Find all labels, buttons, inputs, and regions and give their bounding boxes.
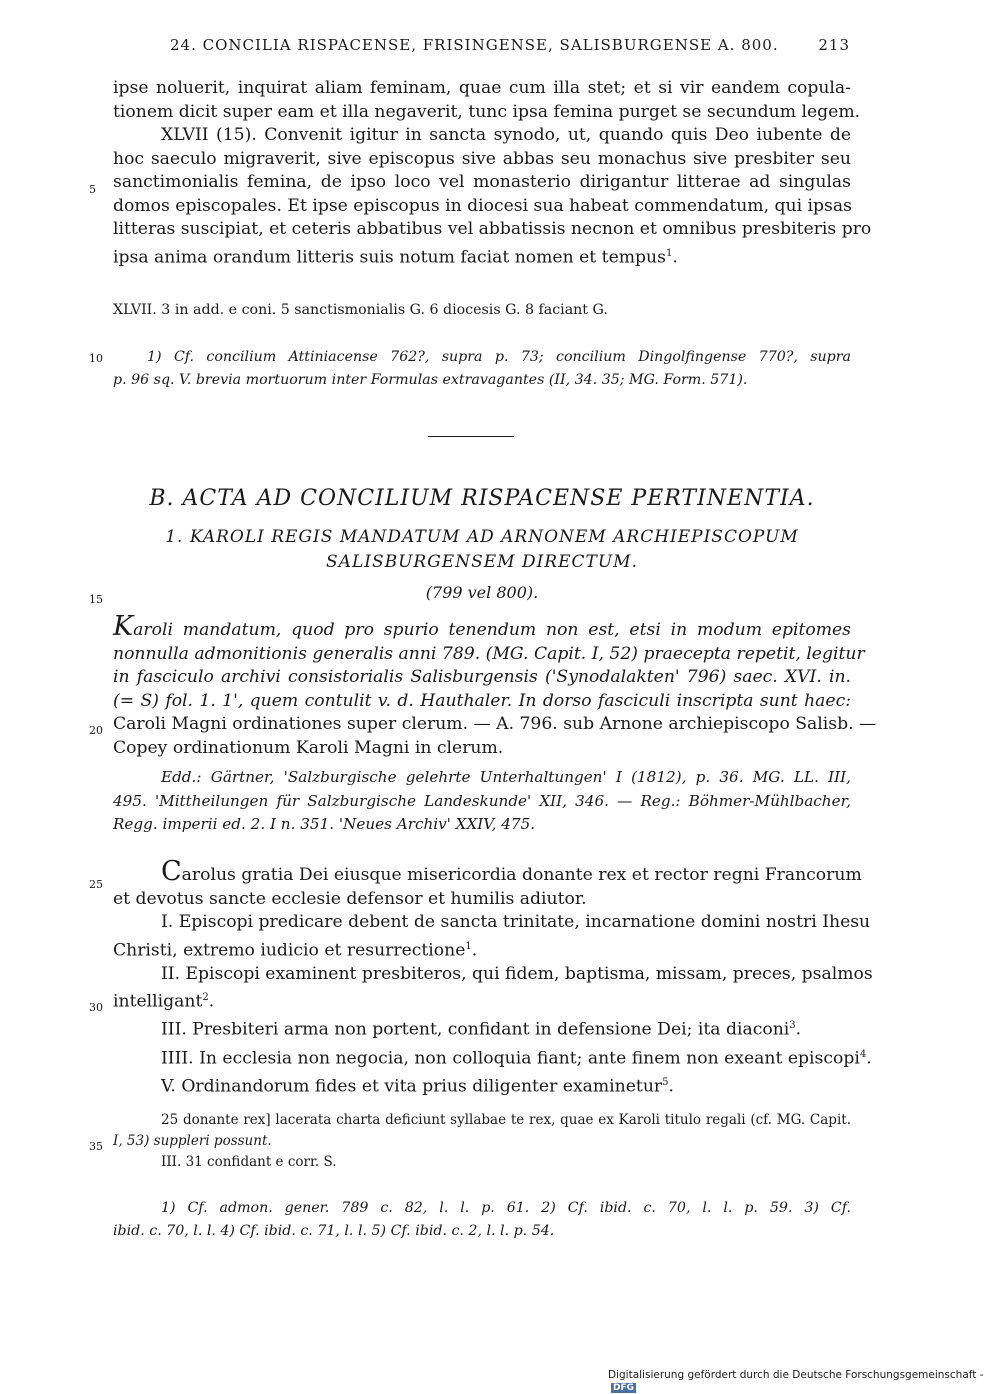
text-line: sanctimonialis femina, de ipso loco vel monasterio dirigantur litterae ad singulas bbox=[113, 172, 851, 192]
variant-readings-2 bbox=[113, 1110, 851, 1173]
footnote-marker: 5 bbox=[662, 1076, 669, 1088]
editions-block bbox=[113, 766, 851, 837]
variant-line: III. 31 confidant e corr. S. bbox=[161, 1154, 337, 1170]
text-line: intelligant$^2$. bbox=[113, 991, 215, 1012]
text-line bbox=[113, 856, 862, 888]
footnote-line: 1) Cf. concilium Attiniacense 762?, supra p. 73; concilium Dingolfingense 770?, supra bbox=[147, 349, 851, 365]
document-title: 1. KAROLI REGIS MANDATUM AD ARNONEM ARCHIEPISCOPUM bbox=[165, 527, 799, 547]
footnote-marker: 3 bbox=[789, 1020, 796, 1032]
edition-line: 495. 'Mittheilungen für Salzburgische Landeskunde' XII, 346. — Reg.: Böhmer-Mühlbacher, bbox=[113, 791, 851, 810]
footnote-line: ibid. c. 70, l. l. 4) Cf. ibid. c. 71, l. l. 5) Cf. ibid. c. 2, l. l. p. 54. bbox=[113, 1223, 555, 1239]
text-line: V. Ordinandorum fides et vita prius diligenter examinetur$^5$. bbox=[161, 1076, 674, 1097]
document-title-cont: SALISBURGENSEM DIRECTUM. bbox=[326, 552, 638, 572]
text-line-content: aroli mandatum, quod pro spurio tenendum non est, etsi in modum epitomes bbox=[133, 620, 851, 640]
document-date: (799 vel 800). bbox=[425, 583, 539, 602]
text-line-content: IIII. In ecclesia non negocia, non colloquia fiant; ante finem non exeant episcopi bbox=[161, 1048, 860, 1069]
line-number: 25 bbox=[89, 878, 103, 891]
footnote-block-2 bbox=[113, 1197, 851, 1243]
text-line: in fasciculo archivi consistorialis Salisburgensis ('Synodalakten' 796) saec. XVI. in. bbox=[113, 667, 851, 687]
text-line: litteras suscipiat, et ceteris abbatibus vel abbatissis necnon et omnibus presbiteris pro bbox=[113, 219, 872, 239]
text-line: III. Presbiteri arma non portent, confidant in defensione Dei; ita diaconi$^3$. bbox=[161, 1020, 802, 1041]
variant-line: XLVII. 3 in add. e coni. 5 sanctismonialis G. 6 diocesis G. 8 faciant G. bbox=[113, 302, 608, 318]
variant-line: 25 donante rex] lacerata charta deficiunt syllabae te rex, quae ex Karoli titulo regali (cf. MG. Capit. bbox=[161, 1112, 851, 1128]
text-line: nonnulla admonitionis generalis anni 789. (MG. Capit. I, 52) praecepta repetit, legitur bbox=[113, 643, 865, 664]
line-number: 5 bbox=[89, 183, 96, 196]
mandate-text bbox=[113, 856, 873, 1099]
edition-line: Edd.: Gärtner, 'Salzburgische gelehrte Unterhaltungen' I (1812), p. 36. MG. LL. III, bbox=[161, 768, 851, 786]
footnote-marker: 4 bbox=[859, 1048, 867, 1060]
text-line-content: intelligant bbox=[113, 991, 203, 1012]
digitization-credit bbox=[608, 1369, 1000, 1393]
text-line bbox=[113, 611, 851, 643]
line-number: 35 bbox=[89, 1140, 103, 1153]
text-line: (= S) fol. 1. 1', quem contulit v. d. Hauthaler. In dorso fasciculi inscripta sunt haec: bbox=[113, 690, 851, 711]
footnote-marker: 1 bbox=[465, 940, 472, 952]
divider bbox=[428, 436, 514, 437]
page-number: 213 bbox=[818, 36, 850, 54]
dfg-logo: DFG bbox=[613, 1383, 635, 1393]
text-line-content: arolus gratia Dei eiusque misericordia donante rex et rector regni Francorum bbox=[181, 865, 862, 885]
text-line: tionem dicit super eam et illa negaverit, tunc ipsa femina purget se secundum legem. bbox=[113, 101, 861, 122]
header-title: 24. CONCILIA RISPACENSE, FRISINGENSE, SALISBURGENSE A. 800. bbox=[170, 36, 779, 54]
intro-paragraph bbox=[113, 611, 877, 760]
variant-readings-1 bbox=[113, 299, 851, 322]
footnote-line: 1) Cf. admon. gener. 789 c. 82, l. l. p. 61. 2) Cf. ibid. c. 70, l. l. p. 59. 3) Cf. bbox=[161, 1200, 851, 1216]
variant-line: I, 53) suppleri possunt. bbox=[113, 1133, 272, 1149]
line-number: 10 bbox=[89, 352, 103, 365]
drop-initial: K bbox=[113, 611, 134, 642]
text-line-content: ipsa anima orandum litteris suis notum faciat nomen et tempus bbox=[113, 247, 666, 268]
credit-text: Digitalisierung gefördert durch die Deutsche Forschungsgemeinschaft - bbox=[608, 1369, 984, 1381]
footnote-block-1 bbox=[113, 346, 851, 392]
text-line-content: V. Ordinandorum fides et vita prius diligenter examinetur bbox=[161, 1076, 663, 1097]
line-number: 15 bbox=[89, 593, 103, 606]
text-line: Copey ordinationum Karoli Magni in clerum. bbox=[113, 737, 504, 758]
text-line: ipsa anima orandum litteris suis notum faciat nomen et tempus$^1$. bbox=[113, 247, 678, 268]
text-line: Caroli Magni ordinationes super clerum. — A. 796. sub Arnone archiepiscopo Salisb. — bbox=[113, 714, 877, 734]
running-header bbox=[170, 36, 850, 54]
text-line: Christi, extremo iudicio et resurrectione$^1$. bbox=[113, 940, 478, 961]
top-paragraph bbox=[113, 77, 872, 270]
edition-line: Regg. imperii ed. 2. I n. 351. 'Neues Archiv' XXIV, 475. bbox=[113, 815, 536, 833]
footnote-marker: 1 bbox=[665, 247, 673, 259]
text-line: I. Episcopi predicare debent de sancta trinitate, incarnatione domini nostri Ihesu bbox=[161, 912, 871, 932]
drop-initial: C bbox=[161, 856, 182, 887]
section-title: B. ACTA AD CONCILIUM RISPACENSE PERTINENTIA. bbox=[149, 486, 815, 511]
text-line-content: III. Presbiteri arma non portent, confidant in defensione Dei; ita diaconi bbox=[161, 1020, 790, 1041]
line-number: 20 bbox=[89, 724, 103, 737]
text-line: domos episcopales. Et ipse episcopus in diocesi sua habeat commendatum, qui ipsas bbox=[113, 195, 852, 216]
text-line: et devotus sancte ecclesie defensor et humilis adiutor. bbox=[113, 888, 587, 909]
text-line: IIII. In ecclesia non negocia, non colloquia fiant; ante finem non exeant episcopi$^4$. bbox=[161, 1048, 872, 1069]
text-line: II. Episcopi examinent presbiteros, qui fidem, baptisma, missam, preces, psalmos bbox=[161, 963, 873, 984]
text-line: ipse noluerit, inquirat aliam feminam, quae cum illa stet; et si vir eandem copula- bbox=[113, 78, 851, 98]
footnote-marker: 2 bbox=[202, 992, 209, 1004]
footnote-line: p. 96 sq. V. brevia mortuorum inter Formulas extravagantes (II, 34. 35; MG. Form. 571). bbox=[113, 372, 748, 388]
text-line: XLVII (15). Convenit igitur in sancta synodo, ut, quando quis Deo iubente de bbox=[161, 125, 851, 145]
text-line-content: Christi, extremo iudicio et resurrectione bbox=[113, 940, 466, 961]
line-number: 30 bbox=[89, 1001, 103, 1014]
text-line: hoc saeculo migraverit, sive episcopus sive abbas seu monachus sive presbiter seu bbox=[113, 148, 851, 169]
